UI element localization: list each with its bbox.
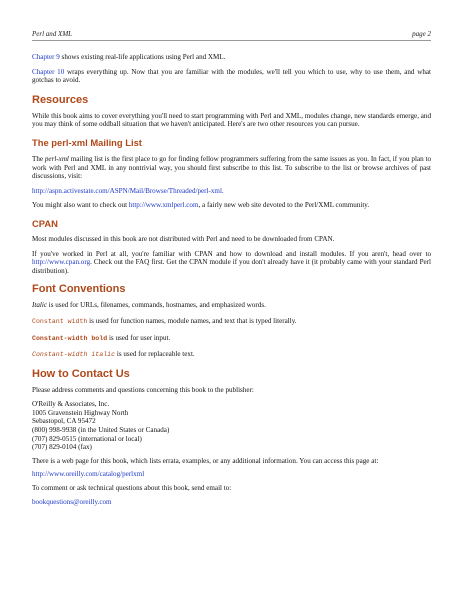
chapter-9-link[interactable]: Chapter 9 (32, 53, 60, 61)
email-text: To comment or ask technical questions about this book, send email to: (32, 484, 232, 493)
chapter-10-summary: Chapter 10 wraps everything up. Now that you are familiar with the modules, we'll tell you which to use, why to use them, and what gotchas to avoid. (32, 67, 431, 85)
email-link[interactable]: bookquestions@oreilly.com (32, 497, 112, 506)
font-conventions-heading: Font Conventions (32, 283, 126, 296)
address-line: O'Reilly & Associates, Inc. (32, 400, 110, 409)
cpan-body-1: Most modules discussed in this book are not distributed with Perl and need to be downloaded from CPAN. (32, 234, 335, 243)
xmlperl-paragraph: You might also want to check out http://www.xmlperl.com, a fairly new web site devoted to the Perl/XML community. (32, 201, 370, 210)
convention-constant-width-italic: Constant-width italic is used for replaceable text. (32, 350, 195, 359)
resources-body: While this book aims to cover everything you'll need to start programming with Perl and XML, modules change, new standards emerge, and you may think of some oddball situation that we haven't anticipated. Here's are two other resources you can pursue. (32, 111, 431, 129)
convention-italic: Italic is used for URLs, filenames, commands, hostnames, and emphasized words. (32, 301, 266, 310)
chapter-10-link[interactable]: Chapter 10 (32, 67, 65, 76)
publisher-address (32, 400, 431, 452)
catalog-link[interactable]: http://www.oreilly.com/catalog/perlxml (32, 470, 145, 479)
convention-constant-width-bold: Constant-width bold is used for user input. (32, 333, 171, 342)
address-line: 1005 Gravenstein Highway North (32, 408, 129, 417)
web-page-text: There is a web page for this book, which lists errata, examples, or any additional information. You can access this page at: (32, 456, 379, 465)
address-line: (800) 998-9938 (in the United States or Canada) (32, 426, 170, 435)
page-content (32, 53, 431, 506)
header-rule (32, 40, 431, 41)
mailing-list-link[interactable]: http://aspn.activestate.com/ASPN/Mail/Browse/Threaded/perl-xml. (32, 186, 224, 195)
cpan-link[interactable]: http://www.cpan.org (32, 258, 91, 267)
mailing-list-url[interactable] (32, 187, 431, 196)
chapter-9-summary: Chapter 9 shows existing real-life applications using Perl and XML. (32, 53, 226, 61)
convention-constant-width: Constant width is used for function names, module names, and text that is typed literally. (32, 316, 297, 325)
page-number: page 2 (412, 30, 431, 38)
resources-heading: Resources (32, 93, 89, 106)
xmlperl-link[interactable]: http://www.xmlperl.com (128, 201, 199, 210)
book-title: Perl and XML (32, 30, 73, 38)
mailing-list-heading: The perl-xml Mailing List (32, 136, 142, 148)
address-line: Sebastopol, CA 95472 (32, 417, 96, 426)
mailing-list-body: The perl-xml mailing list is the first place to go for finding fellow programmers suffering from the same issues as you. In fact, if you plan to work with Perl and XML in any nontrivial way, you should first subscribe to this list. To subscribe to the list or browse archives of past discussions, visit: (32, 154, 431, 181)
contact-heading: How to Contact Us (32, 367, 130, 380)
address-line: (707) 829-0515 (international or local) (32, 434, 142, 443)
cpan-body-2: If you've worked in Perl at all, you're familiar with CPAN and how to download and install modules. If you aren't, head over to http://www.cpan.org. Check out the FAQ first. Get the CPAN module if you don't already have it (it probably came with your standard Perl distribution). (32, 249, 431, 275)
cpan-heading: CPAN (32, 217, 58, 229)
address-line: (707) 829-0104 (fax) (32, 443, 92, 452)
contact-intro: Please address comments and questions concerning this book to the publisher: (32, 385, 254, 394)
